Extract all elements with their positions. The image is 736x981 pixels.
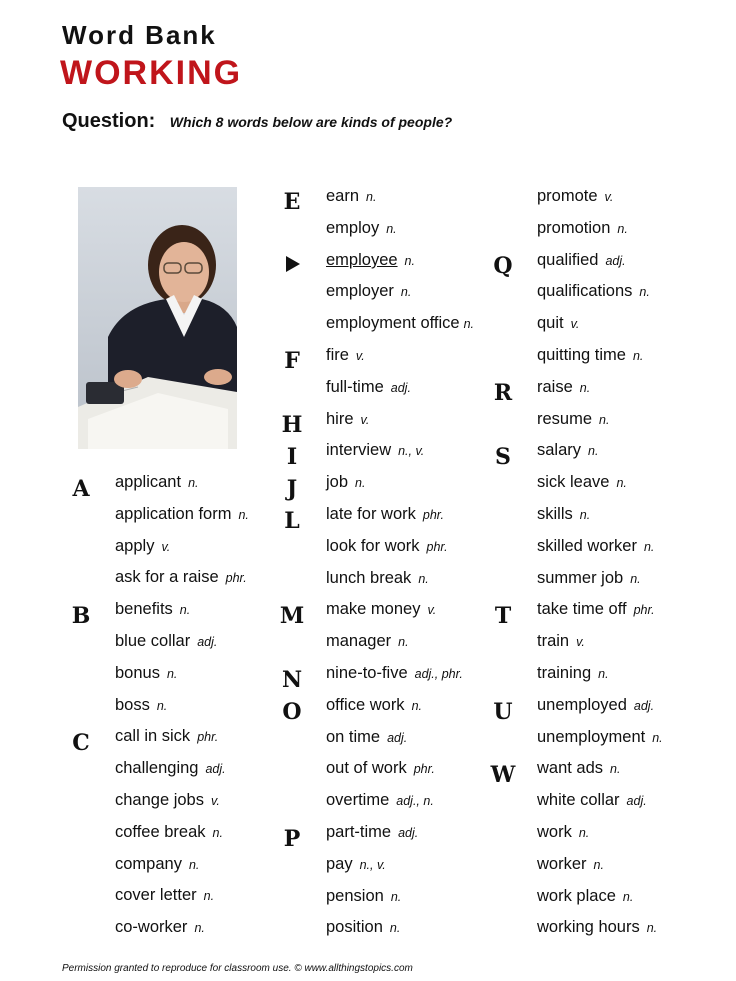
word-text: raise bbox=[537, 378, 573, 396]
word-entry bbox=[537, 407, 609, 431]
footer-permission: Permission granted to reproduce for classroom use. © www.allthingstopics.com bbox=[62, 963, 413, 974]
word-text: application form bbox=[115, 505, 232, 523]
word-entry bbox=[326, 756, 435, 780]
part-of-speech: adj. bbox=[633, 699, 655, 713]
word-entry bbox=[115, 661, 177, 685]
word-text: training bbox=[537, 664, 592, 682]
part-of-speech: n. bbox=[622, 890, 634, 904]
part-of-speech: n. bbox=[463, 317, 475, 331]
word-text: promote bbox=[537, 187, 598, 205]
part-of-speech: v. bbox=[355, 349, 365, 363]
part-of-speech: phr. bbox=[225, 571, 247, 585]
word-entry bbox=[537, 279, 650, 303]
letter-m: M bbox=[279, 603, 305, 629]
word-text: pay bbox=[326, 855, 353, 873]
word-text: position bbox=[326, 918, 383, 936]
word-entry bbox=[537, 216, 628, 240]
word-text: fire bbox=[326, 346, 349, 364]
word-text: blue collar bbox=[115, 632, 191, 650]
word-text: train bbox=[537, 632, 570, 650]
letter-s: S bbox=[495, 444, 511, 470]
word-text: boss bbox=[115, 696, 150, 714]
word-entry bbox=[326, 566, 429, 590]
part-of-speech: adj. bbox=[387, 731, 408, 745]
word-entry bbox=[326, 248, 415, 272]
play-triangle-icon bbox=[286, 256, 300, 272]
word-entry bbox=[326, 693, 422, 717]
word-text: full-time bbox=[326, 378, 384, 396]
part-of-speech: n. bbox=[639, 285, 650, 299]
word-entry bbox=[115, 470, 199, 494]
letter-b: B bbox=[71, 603, 91, 629]
word-text: manager bbox=[326, 632, 392, 650]
word-entry bbox=[326, 534, 448, 558]
word-entry bbox=[326, 820, 418, 844]
word-text: job bbox=[326, 473, 349, 491]
part-of-speech: phr. bbox=[413, 762, 435, 776]
part-of-speech: n. bbox=[630, 572, 641, 586]
word-text: late for work bbox=[326, 505, 416, 523]
word-entry bbox=[537, 438, 598, 462]
word-text: worker bbox=[537, 855, 587, 873]
letter-a: A bbox=[72, 476, 90, 502]
word-text: ask for a raise bbox=[115, 568, 219, 586]
title-working: WORKING bbox=[60, 54, 243, 92]
word-text: white collar bbox=[537, 791, 620, 809]
word-entry bbox=[326, 470, 365, 494]
word-text: lunch break bbox=[326, 569, 412, 587]
letter-r: R bbox=[493, 380, 513, 406]
letter-h: H bbox=[281, 412, 303, 438]
word-entry bbox=[326, 216, 397, 240]
word-text: look for work bbox=[326, 537, 420, 555]
word-text: skills bbox=[537, 505, 573, 523]
letter-w: W bbox=[490, 762, 516, 788]
part-of-speech: v. bbox=[360, 413, 370, 427]
word-entry bbox=[537, 248, 626, 272]
word-text: qualified bbox=[537, 251, 599, 269]
word-entry bbox=[537, 915, 657, 939]
part-of-speech: v. bbox=[161, 540, 171, 554]
word-entry bbox=[537, 566, 641, 590]
word-text: office work bbox=[326, 696, 405, 714]
word-entry bbox=[537, 311, 579, 335]
part-of-speech: n., v. bbox=[398, 444, 425, 458]
word-entry bbox=[537, 661, 609, 685]
part-of-speech: n. bbox=[643, 540, 655, 554]
word-entry bbox=[537, 788, 647, 812]
word-entry bbox=[115, 629, 217, 653]
word-entry bbox=[537, 884, 633, 908]
part-of-speech: phr. bbox=[422, 508, 444, 522]
title-word-bank: Word Bank bbox=[62, 20, 217, 50]
word-entry bbox=[326, 852, 386, 876]
part-of-speech: phr. bbox=[633, 603, 655, 617]
part-of-speech: adj. bbox=[605, 254, 626, 268]
word-entry bbox=[537, 502, 590, 526]
part-of-speech: v. bbox=[211, 794, 220, 808]
part-of-speech: n. bbox=[418, 572, 429, 586]
word-entry bbox=[326, 407, 369, 431]
part-of-speech: adj. bbox=[205, 762, 226, 776]
word-entry bbox=[115, 502, 249, 526]
part-of-speech: n. bbox=[212, 826, 223, 840]
word-entry bbox=[326, 661, 463, 685]
word-text: make money bbox=[326, 600, 421, 618]
part-of-speech: adj., n. bbox=[396, 794, 434, 808]
part-of-speech: n. bbox=[588, 444, 599, 458]
word-text: resume bbox=[537, 410, 593, 428]
word-entry bbox=[537, 820, 589, 844]
word-text: employ bbox=[326, 219, 380, 237]
word-entry bbox=[115, 693, 167, 717]
word-text: summer job bbox=[537, 569, 624, 587]
word-text: part-time bbox=[326, 823, 392, 841]
word-entry bbox=[326, 184, 376, 208]
part-of-speech: n. bbox=[610, 762, 621, 776]
word-text: out of work bbox=[326, 759, 407, 777]
word-text: unemployment bbox=[537, 728, 646, 746]
part-of-speech: n. bbox=[386, 222, 397, 236]
word-entry bbox=[115, 915, 205, 939]
word-text: qualifications bbox=[537, 282, 633, 300]
part-of-speech: adj. bbox=[197, 635, 218, 649]
word-text: earn bbox=[326, 187, 360, 205]
part-of-speech: n. bbox=[238, 508, 249, 522]
word-text: call in sick bbox=[115, 727, 191, 745]
word-text: take time off bbox=[537, 600, 627, 618]
part-of-speech: adj. bbox=[398, 826, 419, 840]
word-entry bbox=[115, 756, 226, 780]
word-text: overtime bbox=[326, 791, 390, 809]
word-text: skilled worker bbox=[537, 537, 637, 555]
part-of-speech: n. bbox=[179, 603, 191, 617]
word-entry bbox=[115, 788, 220, 812]
word-entry bbox=[326, 502, 444, 526]
word-entry bbox=[537, 375, 590, 399]
word-text: promotion bbox=[537, 219, 611, 237]
part-of-speech: n. bbox=[366, 190, 377, 204]
word-text: salary bbox=[537, 441, 582, 459]
word-text: nine-to-five bbox=[326, 664, 408, 682]
word-text: employee bbox=[326, 251, 398, 269]
part-of-speech: n. bbox=[203, 889, 215, 903]
word-text: on time bbox=[326, 728, 381, 746]
part-of-speech: n. bbox=[579, 508, 591, 522]
word-text: cover letter bbox=[115, 886, 197, 904]
letter-f: F bbox=[284, 348, 300, 374]
word-text: employment office bbox=[326, 314, 460, 332]
word-text: working hours bbox=[537, 918, 640, 936]
word-entry bbox=[115, 597, 190, 621]
word-text: work place bbox=[537, 887, 616, 905]
word-entry bbox=[115, 724, 218, 748]
word-entry bbox=[537, 343, 643, 367]
letter-j: J bbox=[286, 476, 298, 502]
part-of-speech: n. bbox=[355, 476, 366, 490]
word-entry bbox=[537, 756, 620, 780]
word-entry bbox=[326, 725, 407, 749]
word-text: interview bbox=[326, 441, 392, 459]
part-of-speech: v. bbox=[604, 190, 614, 204]
word-entry bbox=[537, 534, 654, 558]
letter-t: T bbox=[494, 603, 512, 629]
word-entry bbox=[537, 597, 655, 621]
part-of-speech: n. bbox=[652, 731, 663, 745]
part-of-speech: n. bbox=[593, 858, 604, 872]
word-entry bbox=[115, 852, 199, 876]
word-entry bbox=[326, 343, 365, 367]
part-of-speech: n. bbox=[156, 699, 168, 713]
word-entry bbox=[537, 470, 627, 494]
word-entry bbox=[326, 629, 409, 653]
part-of-speech: adj., phr. bbox=[414, 667, 463, 681]
word-entry bbox=[115, 565, 247, 589]
word-text: pension bbox=[326, 887, 384, 905]
word-entry bbox=[326, 884, 401, 908]
letter-e: E bbox=[283, 189, 301, 215]
word-text: applicant bbox=[115, 473, 182, 491]
word-text: company bbox=[115, 855, 182, 873]
word-entry bbox=[537, 184, 613, 208]
part-of-speech: n. bbox=[616, 476, 627, 490]
letter-n: N bbox=[281, 667, 303, 693]
word-text: bonus bbox=[115, 664, 160, 682]
letter-c: C bbox=[72, 730, 90, 756]
word-text: sick leave bbox=[537, 473, 610, 491]
letter-u: U bbox=[493, 699, 513, 725]
word-entry bbox=[115, 883, 214, 907]
word-entry bbox=[326, 311, 474, 335]
part-of-speech: phr. bbox=[426, 540, 448, 554]
word-entry bbox=[537, 725, 663, 749]
letter-l: L bbox=[284, 508, 300, 534]
part-of-speech: n., v. bbox=[359, 858, 386, 872]
word-entry bbox=[537, 852, 604, 876]
part-of-speech: adj. bbox=[626, 794, 647, 808]
part-of-speech: n. bbox=[411, 699, 422, 713]
part-of-speech: n. bbox=[188, 858, 200, 872]
word-entry bbox=[326, 375, 411, 399]
question bbox=[62, 110, 452, 133]
part-of-speech: v. bbox=[576, 635, 585, 649]
word-entry bbox=[115, 534, 170, 558]
part-of-speech: n. bbox=[578, 826, 590, 840]
word-text: quit bbox=[537, 314, 564, 332]
word-entry bbox=[537, 693, 654, 717]
word-text: unemployed bbox=[537, 696, 627, 714]
letter-o: O bbox=[282, 699, 302, 725]
word-text: apply bbox=[115, 537, 155, 555]
part-of-speech: phr. bbox=[197, 730, 219, 744]
word-entry bbox=[115, 820, 223, 844]
letter-q: Q bbox=[493, 253, 513, 279]
word-text: challenging bbox=[115, 759, 199, 777]
part-of-speech: adj. bbox=[390, 381, 411, 395]
part-of-speech: n. bbox=[166, 667, 178, 681]
word-text: benefits bbox=[115, 600, 173, 618]
part-of-speech: n. bbox=[389, 921, 401, 935]
businesswoman-photo bbox=[78, 187, 237, 449]
question-text: Which 8 words below are kinds of people? bbox=[169, 114, 453, 130]
letter-i: I bbox=[286, 444, 298, 470]
word-text: want ads bbox=[537, 759, 604, 777]
word-text: change jobs bbox=[115, 791, 204, 809]
word-text: co-worker bbox=[115, 918, 188, 936]
word-entry bbox=[326, 597, 436, 621]
part-of-speech: n. bbox=[188, 476, 199, 490]
part-of-speech: n. bbox=[599, 413, 610, 427]
word-text: quitting time bbox=[537, 346, 626, 364]
word-entry bbox=[326, 788, 434, 812]
part-of-speech: v. bbox=[427, 603, 437, 617]
part-of-speech: v. bbox=[570, 317, 580, 331]
part-of-speech: n. bbox=[617, 222, 628, 236]
word-text: work bbox=[537, 823, 572, 841]
letter-p: P bbox=[283, 826, 301, 852]
part-of-speech: n. bbox=[398, 635, 409, 649]
part-of-speech: n. bbox=[400, 285, 412, 299]
word-text: coffee break bbox=[115, 823, 206, 841]
word-entry bbox=[326, 279, 411, 303]
word-text: hire bbox=[326, 410, 354, 428]
word-entry bbox=[537, 629, 585, 653]
part-of-speech: n. bbox=[579, 381, 591, 395]
part-of-speech: n. bbox=[194, 921, 205, 935]
part-of-speech: n. bbox=[632, 349, 644, 363]
word-entry bbox=[326, 915, 400, 939]
word-text: employer bbox=[326, 282, 394, 300]
part-of-speech: n. bbox=[598, 667, 609, 681]
part-of-speech: n. bbox=[404, 254, 415, 268]
part-of-speech: n. bbox=[646, 921, 658, 935]
word-entry bbox=[326, 438, 424, 462]
question-label: Question: bbox=[62, 110, 156, 132]
part-of-speech: n. bbox=[390, 890, 402, 904]
